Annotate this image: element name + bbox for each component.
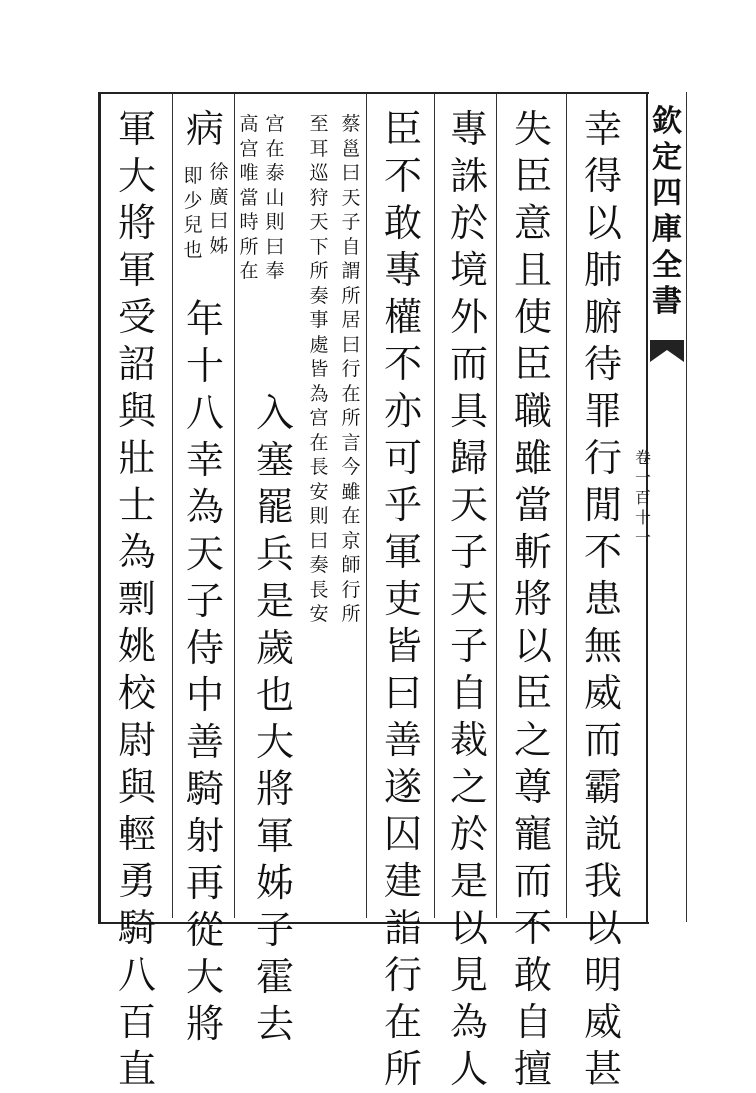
glyph: 所 — [239, 235, 259, 258]
glyph: 幸 — [185, 438, 224, 482]
glyph: 職 — [513, 389, 552, 433]
glyph: 兵 — [255, 532, 294, 576]
glyph: 外 — [449, 295, 488, 339]
glyph: 歸 — [449, 436, 488, 480]
column-rule — [496, 94, 497, 918]
glyph: 在 — [309, 431, 329, 454]
glyph: 不 — [583, 530, 622, 574]
glyph: 子 — [449, 624, 488, 668]
glyph: 下 — [309, 235, 329, 258]
glyph: 遂 — [383, 765, 422, 809]
glyph: 以 — [513, 624, 552, 668]
glyph: 軍 — [255, 814, 294, 858]
glyph: 剽 — [117, 577, 156, 621]
glyph: 也 — [183, 238, 203, 261]
annotation-column — [306, 112, 332, 627]
annotation-column — [262, 112, 288, 284]
glyph: 邕 — [341, 137, 361, 160]
glyph: 當 — [513, 483, 552, 527]
glyph: 年 — [185, 297, 224, 341]
glyph: 甚 — [583, 1047, 622, 1091]
glyph: 肺 — [583, 248, 622, 292]
glyph: 人 — [449, 1047, 488, 1091]
glyph: 少 — [183, 189, 203, 212]
glyph: 宫 — [265, 113, 285, 135]
glyph: 軍 — [383, 530, 422, 574]
glyph: 廣 — [209, 185, 229, 208]
glyph: 勇 — [117, 859, 156, 903]
glyph: 將 — [255, 767, 294, 811]
glyph: 唯 — [239, 162, 259, 184]
main-text-column — [180, 296, 230, 1048]
glyph: 腑 — [583, 295, 622, 339]
glyph: 罪 — [583, 389, 622, 433]
glyph: 臣 — [513, 154, 552, 198]
glyph: 曰 — [265, 235, 285, 258]
glyph: 皆 — [309, 358, 329, 380]
glyph: 乎 — [383, 483, 422, 527]
margin-volume-number — [632, 448, 654, 548]
glyph: 士 — [117, 483, 156, 527]
glyph: 囚 — [383, 812, 422, 856]
glyph: 自 — [449, 671, 488, 715]
glyph: 不 — [383, 342, 422, 386]
glyph: 斬 — [513, 530, 552, 574]
glyph: 之 — [513, 718, 552, 762]
glyph: 與 — [117, 765, 156, 809]
glyph: 八 — [117, 953, 156, 997]
glyph: 天 — [185, 532, 224, 576]
column-rule — [434, 94, 435, 918]
glyph: 亦 — [383, 389, 422, 433]
margin-title-char: 全 — [652, 248, 682, 283]
glyph: 曰 — [309, 529, 329, 552]
glyph: 軍 — [117, 248, 156, 292]
glyph: 建 — [383, 859, 422, 903]
glyph: 居 — [341, 309, 361, 331]
glyph: 曰 — [341, 162, 361, 184]
glyph: 不 — [513, 906, 552, 950]
margin-volume-char: 卷 — [634, 448, 651, 467]
annotation-column — [180, 164, 206, 262]
glyph: 即 — [183, 165, 203, 187]
margin-rule — [686, 92, 687, 922]
main-text-column — [250, 390, 300, 1048]
glyph: 在 — [341, 382, 361, 405]
glyph: 行 — [341, 358, 361, 380]
margin-title-char: 四 — [652, 176, 682, 211]
glyph: 軍 — [117, 107, 156, 151]
margin-title-char: 書 — [652, 284, 682, 319]
annotation-column — [206, 160, 232, 258]
glyph: 騎 — [117, 906, 156, 950]
glyph: 入 — [255, 391, 294, 435]
margin-title-char: 庫 — [652, 212, 682, 247]
glyph: 子 — [341, 211, 361, 233]
glyph: 時 — [239, 211, 259, 233]
glyph: 説 — [583, 812, 622, 856]
glyph: 尉 — [117, 718, 156, 762]
glyph: 再 — [185, 861, 224, 905]
glyph: 也 — [255, 673, 294, 717]
glyph: 所 — [341, 284, 361, 307]
glyph: 所 — [309, 260, 329, 282]
glyph: 在 — [265, 137, 285, 160]
glyph: 耳 — [309, 137, 329, 160]
glyph: 大 — [255, 720, 294, 764]
margin-title-char: 定 — [652, 140, 682, 175]
glyph: 可 — [383, 436, 422, 480]
glyph: 得 — [583, 154, 622, 198]
glyph: 以 — [583, 201, 622, 245]
glyph: 於 — [449, 812, 488, 856]
margin-volume-char: 一 — [634, 528, 651, 547]
glyph: 泰 — [265, 162, 285, 184]
glyph: 罷 — [255, 485, 294, 529]
glyph: 威 — [583, 1000, 622, 1044]
glyph: 子 — [255, 908, 294, 952]
glyph: 而 — [583, 718, 622, 762]
glyph: 天 — [309, 211, 329, 233]
glyph: 霍 — [255, 955, 294, 999]
glyph: 兒 — [183, 214, 203, 236]
glyph: 尊 — [513, 765, 552, 809]
glyph: 將 — [185, 1002, 224, 1046]
glyph: 見 — [449, 953, 488, 997]
main-text-column — [180, 106, 230, 153]
glyph: 天 — [449, 577, 488, 621]
glyph: 謂 — [341, 260, 361, 282]
glyph: 姊 — [255, 861, 294, 905]
glyph: 以 — [449, 906, 488, 950]
glyph: 則 — [309, 505, 329, 527]
glyph: 幸 — [583, 107, 622, 151]
glyph: 臣 — [513, 342, 552, 386]
main-text-column — [378, 106, 428, 1093]
glyph: 子 — [185, 579, 224, 623]
glyph: 直 — [117, 1047, 156, 1091]
glyph: 騎 — [185, 767, 224, 811]
glyph: 無 — [583, 624, 622, 668]
column-rule — [234, 94, 235, 918]
glyph: 則 — [265, 211, 285, 233]
glyph: 具 — [449, 389, 488, 433]
glyph: 使 — [513, 295, 552, 339]
glyph: 輕 — [117, 812, 156, 856]
glyph: 不 — [383, 154, 422, 198]
glyph: 在 — [383, 1000, 422, 1044]
main-text-column — [112, 106, 162, 1093]
glyph: 臣 — [383, 107, 422, 151]
glyph: 京 — [341, 529, 361, 552]
glyph: 皆 — [383, 624, 422, 668]
glyph: 在 — [239, 260, 259, 282]
glyph: 閒 — [583, 483, 622, 527]
margin-volume-char: 百 — [634, 488, 651, 507]
glyph: 敢 — [513, 953, 552, 997]
glyph: 敢 — [383, 201, 422, 245]
glyph: 巡 — [309, 162, 329, 184]
glyph: 大 — [185, 955, 224, 999]
glyph: 與 — [117, 389, 156, 433]
glyph: 徐 — [209, 161, 229, 183]
glyph: 而 — [513, 859, 552, 903]
glyph: 臣 — [513, 671, 552, 715]
glyph: 專 — [449, 107, 488, 151]
glyph: 去 — [255, 1002, 294, 1046]
glyph: 擅 — [513, 1047, 552, 1091]
glyph: 長 — [309, 578, 329, 601]
glyph: 將 — [117, 201, 156, 245]
margin-volume-char: 一 — [634, 468, 651, 487]
glyph: 失 — [513, 107, 552, 151]
glyph: 歲 — [255, 626, 294, 670]
glyph: 為 — [449, 1000, 488, 1044]
glyph: 八 — [185, 391, 224, 435]
glyph: 霸 — [583, 765, 622, 809]
glyph: 在 — [341, 505, 361, 527]
glyph: 雖 — [341, 480, 361, 503]
glyph: 曰 — [341, 333, 361, 356]
glyph: 善 — [185, 720, 224, 764]
glyph: 威 — [583, 671, 622, 715]
glyph: 病 — [185, 107, 224, 151]
glyph: 誅 — [449, 154, 488, 198]
glyph: 師 — [341, 554, 361, 576]
glyph: 雖 — [513, 436, 552, 480]
annotation-column — [338, 112, 364, 627]
glyph: 於 — [449, 201, 488, 245]
glyph: 中 — [185, 673, 224, 717]
glyph: 是 — [449, 859, 488, 903]
glyph: 行 — [341, 578, 361, 601]
glyph: 裁 — [449, 718, 488, 762]
glyph: 長 — [309, 456, 329, 478]
column-rule — [366, 94, 367, 918]
glyph: 行 — [383, 953, 422, 997]
glyph: 詔 — [117, 342, 156, 386]
glyph: 宫 — [239, 137, 259, 160]
glyph: 安 — [309, 480, 329, 503]
glyph: 奉 — [265, 260, 285, 282]
glyph: 蔡 — [341, 113, 361, 135]
glyph: 今 — [341, 456, 361, 478]
glyph: 專 — [383, 248, 422, 292]
glyph: 明 — [583, 953, 622, 997]
glyph: 事 — [309, 309, 329, 331]
glyph: 從 — [185, 908, 224, 952]
glyph: 權 — [383, 295, 422, 339]
glyph: 百 — [117, 1000, 156, 1044]
main-text-column — [444, 106, 494, 1093]
column-rule — [172, 94, 173, 918]
glyph: 將 — [513, 577, 552, 621]
glyph: 校 — [117, 671, 156, 715]
glyph: 之 — [449, 765, 488, 809]
glyph: 曰 — [209, 210, 229, 232]
glyph: 宫 — [309, 407, 329, 429]
glyph: 而 — [449, 342, 488, 386]
glyph: 奏 — [309, 284, 329, 307]
glyph: 意 — [513, 201, 552, 245]
margin-title — [650, 104, 684, 320]
glyph: 安 — [309, 603, 329, 625]
glyph: 姊 — [209, 234, 229, 257]
glyph: 高 — [239, 113, 259, 135]
glyph: 狩 — [309, 186, 329, 209]
glyph: 患 — [583, 577, 622, 621]
glyph: 所 — [341, 407, 361, 429]
glyph: 為 — [117, 530, 156, 574]
main-text-column — [508, 106, 558, 1093]
glyph: 所 — [341, 603, 361, 625]
glyph: 為 — [309, 382, 329, 405]
glyph: 吏 — [383, 577, 422, 621]
glyph: 壯 — [117, 436, 156, 480]
glyph: 自 — [341, 235, 361, 258]
glyph: 至 — [309, 113, 329, 135]
glyph: 自 — [513, 1000, 552, 1044]
glyph: 是 — [255, 579, 294, 623]
glyph: 侍 — [185, 626, 224, 670]
annotation-column — [236, 112, 262, 284]
glyph: 曰 — [383, 671, 422, 715]
fishtail-mark-icon — [648, 338, 686, 364]
glyph: 境 — [449, 248, 488, 292]
glyph: 寵 — [513, 812, 552, 856]
glyph: 為 — [185, 485, 224, 529]
margin-title-char: 欽 — [652, 104, 682, 139]
glyph: 射 — [185, 814, 224, 858]
main-text-column — [578, 106, 628, 1093]
glyph: 行 — [583, 436, 622, 480]
glyph: 大 — [117, 154, 156, 198]
glyph: 詣 — [383, 906, 422, 950]
glyph: 處 — [309, 333, 329, 356]
glyph: 待 — [583, 342, 622, 386]
margin-volume-char: 十 — [634, 508, 651, 527]
glyph: 當 — [239, 186, 259, 209]
glyph: 受 — [117, 295, 156, 339]
glyph: 且 — [513, 248, 552, 292]
glyph: 十 — [185, 344, 224, 388]
glyph: 以 — [583, 906, 622, 950]
glyph: 山 — [265, 186, 285, 209]
glyph: 姚 — [117, 624, 156, 668]
glyph: 善 — [383, 718, 422, 762]
glyph: 我 — [583, 859, 622, 903]
glyph: 奏 — [309, 554, 329, 576]
glyph: 所 — [383, 1047, 422, 1091]
glyph: 塞 — [255, 438, 294, 482]
glyph: 天 — [449, 483, 488, 527]
glyph: 子 — [449, 530, 488, 574]
glyph: 天 — [341, 186, 361, 209]
glyph: 言 — [341, 431, 361, 454]
column-rule — [566, 94, 567, 918]
